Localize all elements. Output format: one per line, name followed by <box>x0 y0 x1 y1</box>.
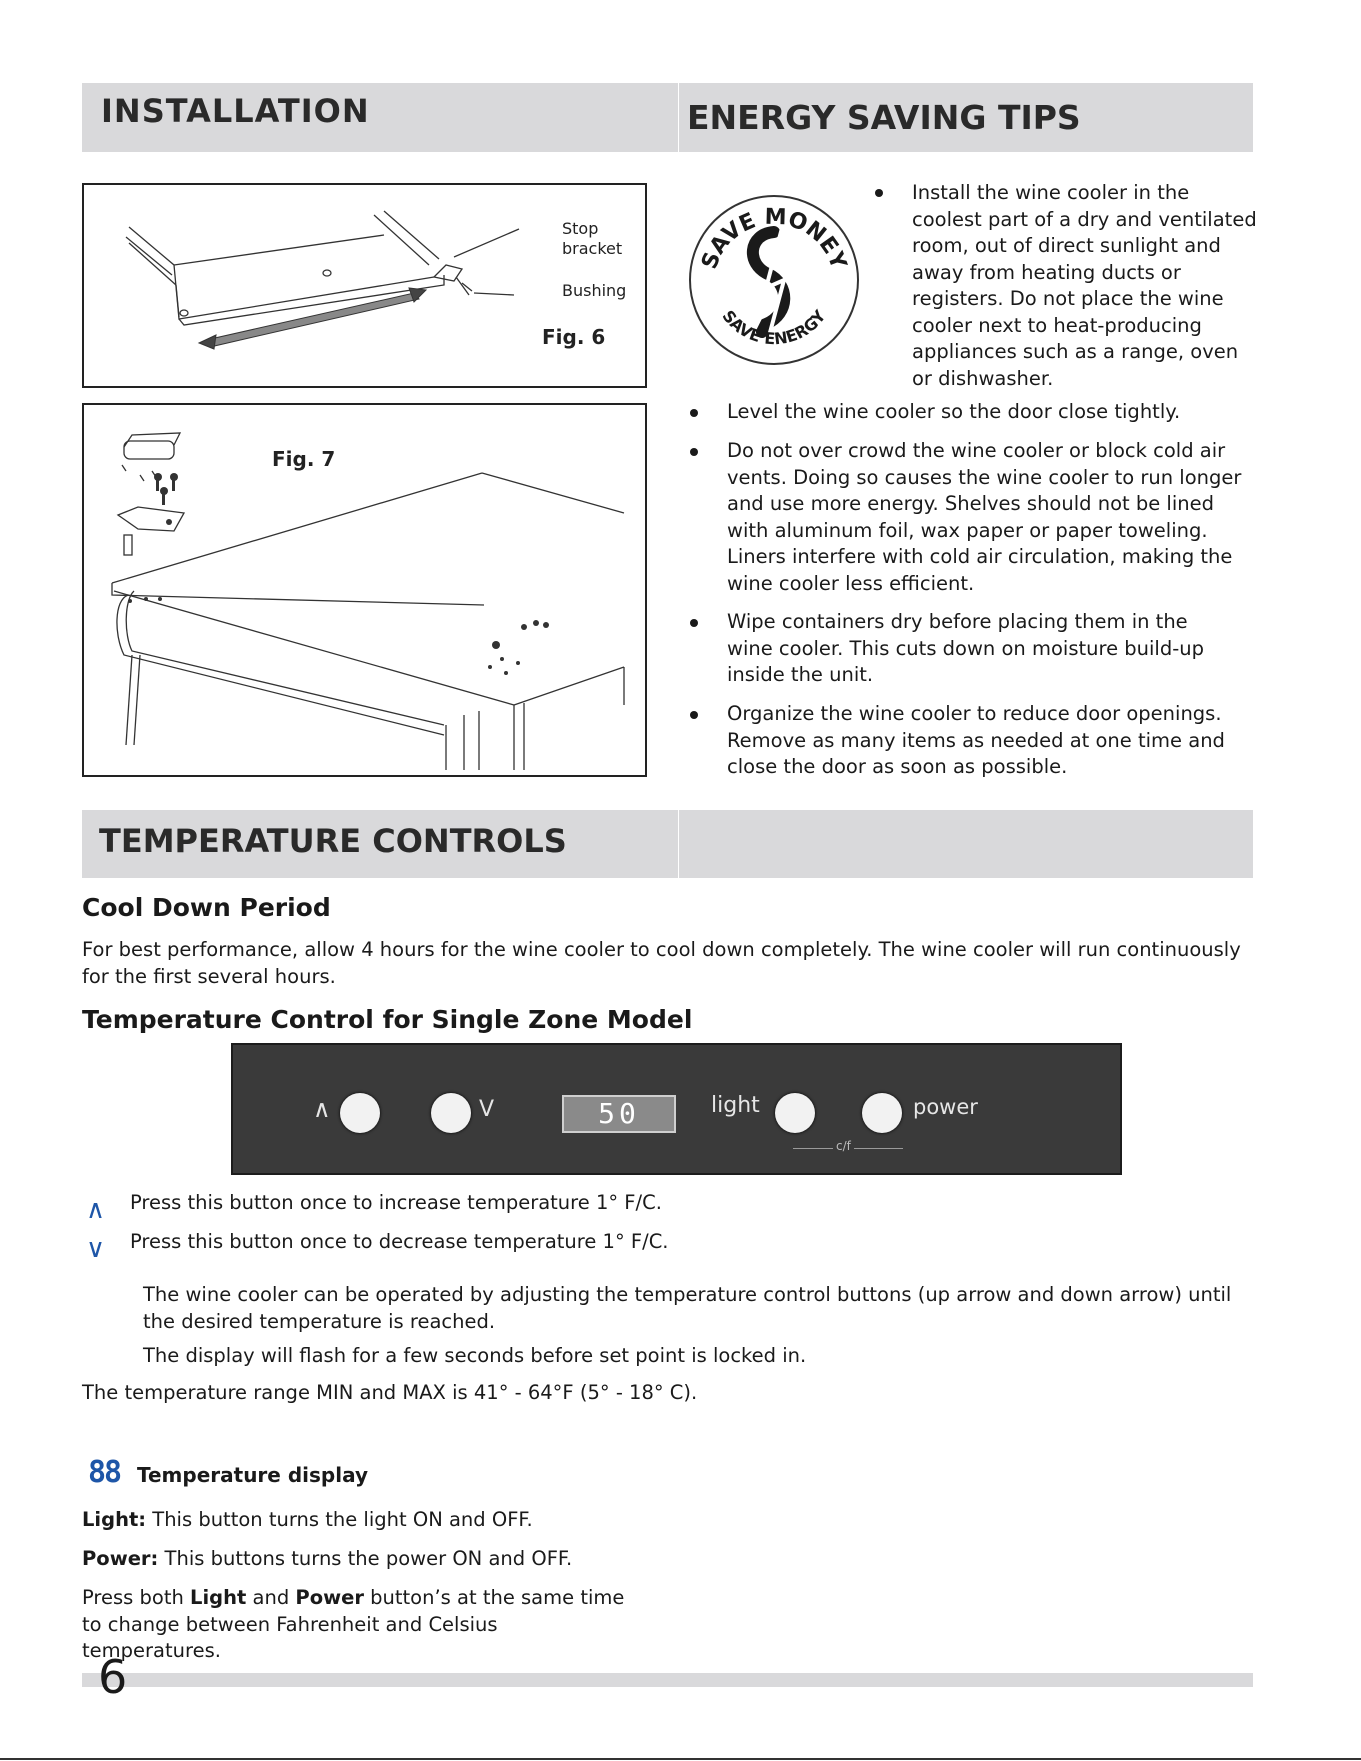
both-mid: and <box>246 1586 296 1609</box>
down-button[interactable] <box>431 1093 471 1133</box>
control-panel <box>231 1043 1122 1175</box>
power-description <box>82 1546 572 1573</box>
power-text: This buttons turns the power ON and OFF. <box>158 1547 573 1570</box>
power-term: Power: <box>82 1547 159 1570</box>
light-button[interactable] <box>775 1093 815 1133</box>
down-instruction-text: Press this button once to decrease temperature 1° F/C. <box>130 1230 669 1253</box>
fig6-box <box>82 183 647 388</box>
both-pre: Press both <box>82 1586 191 1609</box>
cool-down-text: For best performance, allow 4 hours for the wine cooler to cool down completely. The wine cooler will run continuously for the first several hours. <box>82 938 1241 988</box>
fig6-illustration <box>84 185 645 386</box>
bullet-dot <box>690 409 698 417</box>
fig6-caption: Fig. 6 <box>542 325 606 349</box>
stop-bracket-label: Stop bracket <box>562 219 623 258</box>
energy-tip-2: Level the wine cooler so the door close tightly. <box>727 400 1181 423</box>
both-post: button’s at the same time to change between Fahrenheit and Celsius temperatures. <box>82 1586 625 1662</box>
flash-text: The display will flash for a few seconds before set point is locked in. <box>143 1344 807 1367</box>
light-term: Light: <box>82 1508 147 1531</box>
bullet-dot <box>690 619 698 627</box>
page-number: 6 <box>98 1650 128 1704</box>
panel-light-label: light <box>711 1093 760 1118</box>
temperature-header-bar-right <box>679 810 1253 878</box>
bullet-dot <box>690 711 698 719</box>
save-money-logo <box>686 192 862 368</box>
installation-heading: INSTALLATION <box>101 92 370 130</box>
energy-tip-4: Wipe containers dry before placing them in the wine cooler. This cuts down on moisture build-up inside the unit. <box>727 610 1204 686</box>
energy-tip-5: Organize the wine cooler to reduce door openings. Remove as many items as needed at one time and close the door as soon as possible. <box>727 702 1225 778</box>
up-button[interactable] <box>340 1093 380 1133</box>
footer-bar <box>82 1673 1253 1687</box>
fig7-box <box>82 403 647 777</box>
temperature-range-text: The temperature range MIN and MAX is 41° - 64°F (5° - 18° C). <box>82 1381 698 1404</box>
temperature-display: 50 <box>562 1095 676 1133</box>
fahrenheit-celsius-text <box>82 1585 642 1665</box>
up-instruction-text: Press this button once to increase temperature 1° F/C. <box>130 1191 662 1214</box>
energy-tip-3: Do not over crowd the wine cooler or block cold air vents. Doing so causes the wine cooler to run longer and use more energy. Shelves should not be lined with aluminum foil, wax paper or paper toweling. Liners interfere with cold air circulation, making the wine cooler less efficient. <box>727 439 1242 595</box>
bullet-dot <box>690 448 698 456</box>
power-button[interactable] <box>862 1093 902 1133</box>
temperature-display-icon: 88 <box>88 1455 121 1490</box>
light-description <box>82 1507 533 1534</box>
panel-power-label: power <box>913 1095 978 1119</box>
energy-saving-tips-heading: ENERGY SAVING TIPS <box>687 98 1081 137</box>
down-arrow-icon: ∨ <box>86 1234 106 1264</box>
both-power: Power <box>295 1586 364 1609</box>
fig7-caption: Fig. 7 <box>272 447 336 471</box>
logo-top-text: SAVE MONEY <box>697 204 851 273</box>
bottom-rule <box>0 1758 1361 1760</box>
operate-text: The wine cooler can be operated by adjusting the temperature control buttons (up arrow and down arrow) until the desired temperature is reached. <box>143 1283 1232 1333</box>
fig7-illustration <box>84 405 645 775</box>
temperature-controls-heading: TEMPERATURE CONTROLS <box>99 822 567 860</box>
energy-tip-1: Install the wine cooler in the coolest part of a dry and ventilated room, out of direct sunlight and away from heating ducts or registers. Do not place the wine cooler next to heat-producing appliances such as a range, oven or dishwasher. <box>912 181 1257 390</box>
single-zone-title: Temperature Control for Single Zone Model <box>82 1005 693 1034</box>
temperature-display-label: Temperature display <box>137 1463 368 1487</box>
logo-bottom-text: SAVE ENERGY <box>718 306 830 349</box>
panel-cf-label: c/f <box>833 1139 854 1153</box>
panel-up-label: ∧ <box>313 1095 331 1123</box>
cool-down-title: Cool Down Period <box>82 893 331 922</box>
light-text: This button turns the light ON and OFF. <box>146 1508 533 1531</box>
bushing-label: Bushing <box>562 281 627 300</box>
panel-down-label: V <box>479 1097 495 1122</box>
bullet-dot <box>875 189 883 197</box>
up-arrow-icon: ∧ <box>86 1195 106 1225</box>
both-light: Light <box>190 1586 247 1609</box>
